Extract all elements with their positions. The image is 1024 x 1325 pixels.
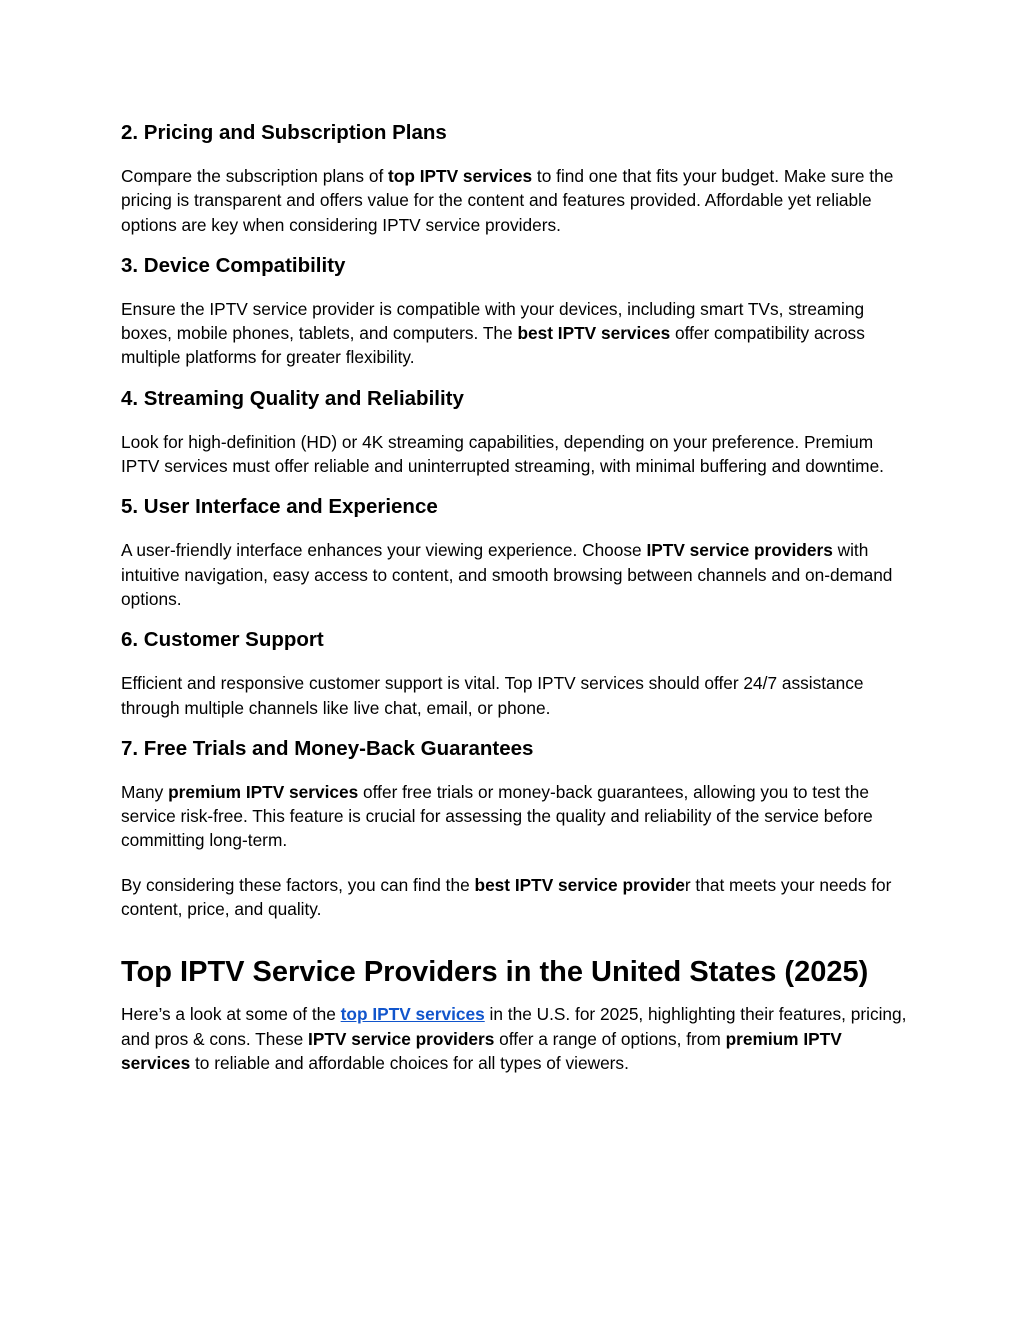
section-body-free-trials: [121, 780, 911, 853]
bold-phrase: best IPTV service provide: [474, 874, 685, 895]
section-heading-pricing: 2. Pricing and Subscription Plans: [121, 121, 447, 144]
bold-phrase: top IPTV services: [388, 166, 533, 186]
text-span: offer compatibility across multiple platforms for greater flexibility.: [121, 323, 865, 368]
text-span: Here’s a look at some of the: [121, 1004, 341, 1025]
section-heading-customer-support: 6. Customer Support: [121, 628, 324, 652]
bold-phrase: IPTV service providers: [308, 1028, 495, 1049]
bold-phrase: best IPTV services: [517, 323, 671, 344]
bold-phrase: premium IPTV services: [121, 1028, 842, 1073]
intro-paragraph: [121, 1002, 911, 1075]
text-span: A user-friendly interface enhances your viewing experience. Choose: [121, 540, 647, 561]
text-span: in the U.S. for 2025, highlighting their features, pricing, and pros & cons. These: [121, 1004, 907, 1049]
section-body-streaming-quality: Look for high-definition (HD) or 4K streaming capabilities, depending on your preference. Premium IPTV services must offer reliable and uninterrupted streaming, with minimal buffering and downtime.: [121, 431, 884, 477]
text-span: with intuitive navigation, easy access to content, and smooth browsing between channels and on-demand options.: [121, 540, 893, 609]
text-span: to reliable and affordable choices for all types of viewers.: [190, 1052, 629, 1073]
bold-phrase: IPTV service providers: [646, 540, 833, 561]
section-body-customer-support: Efficient and responsive customer support is vital. Top IPTV services should offer 24/7 assistance through multiple channels like live chat, email, or phone.: [121, 673, 864, 718]
text-span: to find one that fits your budget. Make sure the pricing is transparent and offers value for the content and features provided. Affordable yet reliable options are key when considering IPTV service providers.: [121, 166, 894, 235]
top-iptv-services-link[interactable]: top IPTV services: [340, 1004, 485, 1025]
section-heading-device-compatibility: 3. Device Compatibility: [121, 253, 346, 277]
section-body-pricing: [121, 164, 911, 237]
section-heading-user-interface: 5. User Interface and Experience: [121, 495, 438, 519]
text-span: offer free trials or money-back guarantees, allowing you to test the service risk-free. This feature is crucial for assessing the quality and reliability of the service before committing long-term.: [121, 781, 873, 851]
document-content: [121, 118, 911, 1075]
text-span: offer a range of options, from: [494, 1028, 726, 1049]
section-body-device-compatibility: [121, 297, 911, 370]
section-heading-streaming-quality: 4. Streaming Quality and Reliability: [121, 386, 464, 410]
bold-phrase: premium IPTV services: [168, 781, 359, 802]
conclusion-paragraph: [121, 873, 911, 922]
text-span: r that meets your needs for content, price, and quality.: [121, 874, 892, 920]
text-span: Many: [121, 781, 169, 802]
main-heading: Top IPTV Service Providers in the United States (2025): [121, 956, 869, 989]
section-body-user-interface: [121, 538, 911, 611]
text-span: By considering these factors, you can find the: [121, 874, 475, 895]
text-span: Compare the subscription plans of: [121, 166, 389, 186]
section-heading-free-trials: 7. Free Trials and Money-Back Guarantees: [121, 736, 534, 760]
text-span: Ensure the IPTV service provider is compatible with your devices, including smart TVs, streaming boxes, mobile phones, tablets, and computers. The: [121, 298, 865, 344]
